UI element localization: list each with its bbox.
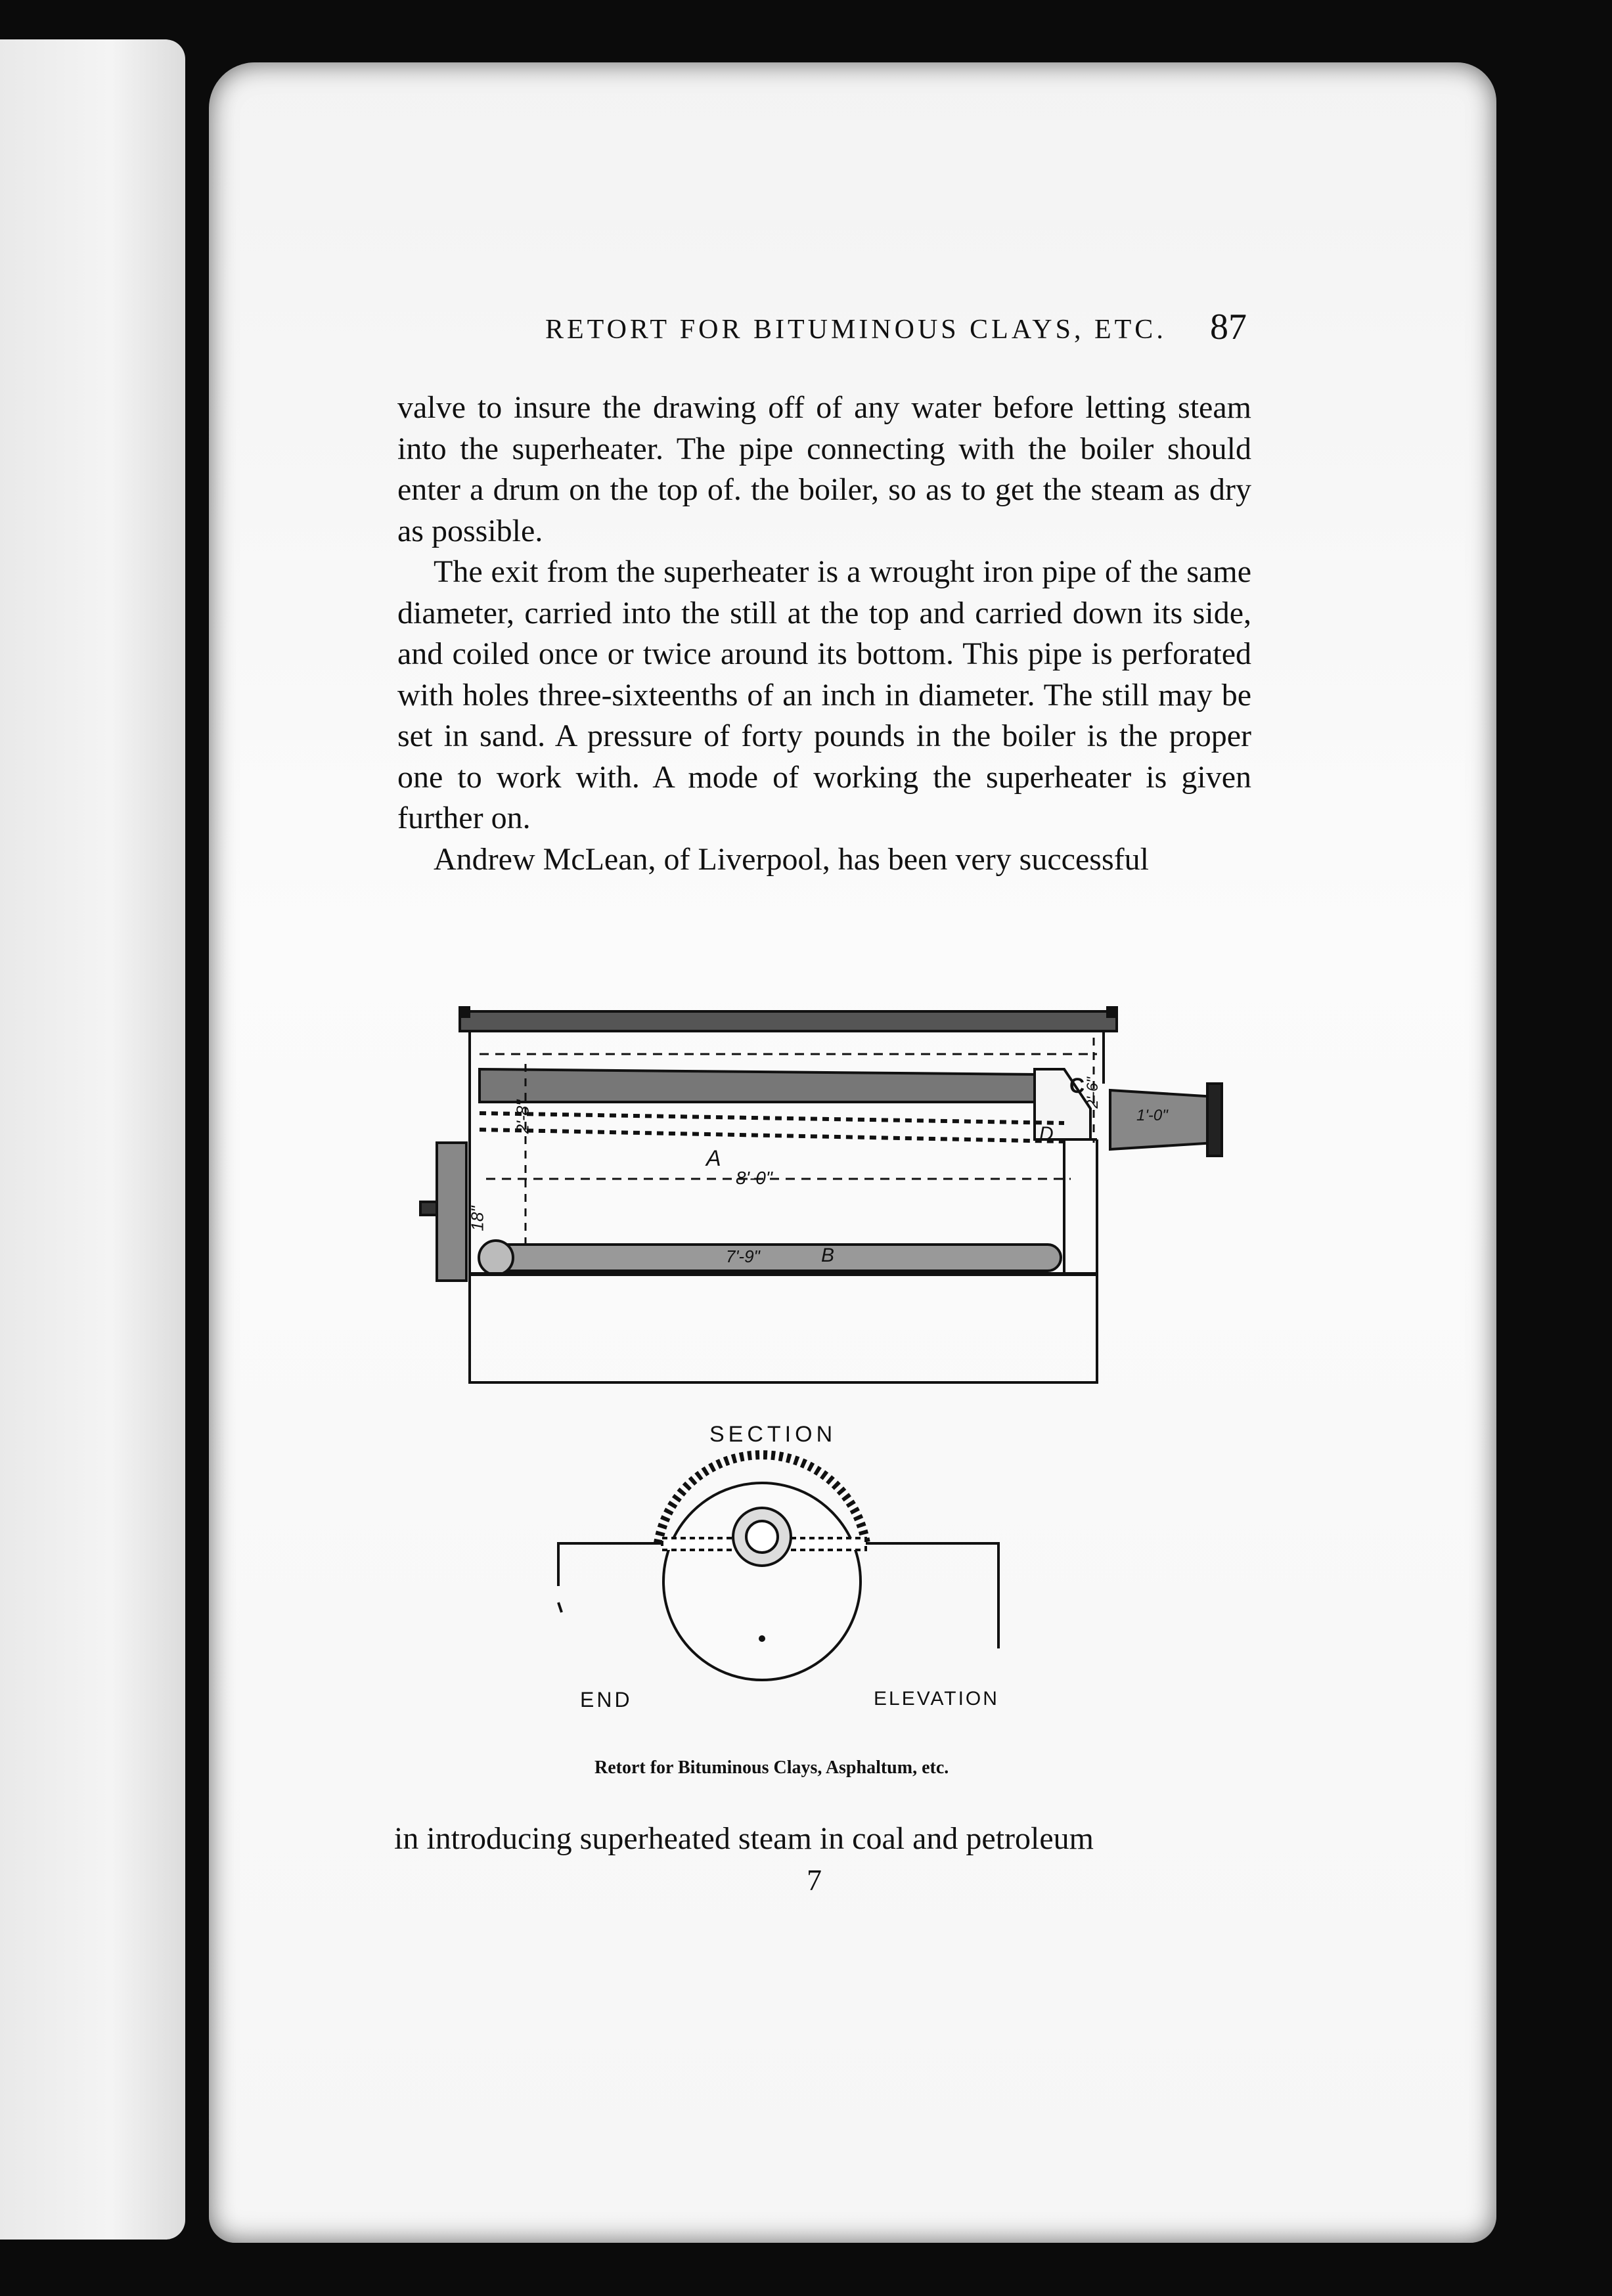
body-text [397, 387, 1251, 880]
label-b: B [821, 1245, 835, 1266]
label-dim-length: 8'-0" [736, 1168, 772, 1188]
label-dim-nozzle: 1'-0" [1136, 1107, 1168, 1124]
furnace-setting [470, 1274, 1097, 1382]
label-d: D [1039, 1123, 1054, 1145]
paragraph-1: valve to insure the drawing off of any water before letting steam into the superheater. The pipe connecting with the boiler should enter a drum on the top of. the boiler, so as to get the steam as dry as possible. [397, 390, 1251, 548]
label-a: A [706, 1146, 721, 1171]
label-end: END [580, 1688, 633, 1711]
paragraph-2: The exit from the superheater is a wrought iron pipe of the same diameter, carried into the still at the top and carried down its side, and coiled once or twice around its bottom. This pipe is perforated with holes three-sixteenths of an inch in diameter. The still may be set in sand. A pressure of forty pounds in the boiler is the proper one to work with. A mode of working the superheater is given further on. [397, 554, 1251, 835]
retort-top-shell [460, 1011, 1117, 1031]
retort-drawing [407, 992, 1248, 1754]
figure-caption: Retort for Bituminous Clays, Asphaltum, etc. [594, 1757, 949, 1778]
label-section: SECTION [709, 1422, 837, 1447]
continuation-line: in introducing superheated steam in coal and petroleum [394, 1821, 1094, 1856]
running-head: RETORT FOR BITUMINOUS CLAYS, ETC. [545, 315, 1167, 345]
label-dim-height: 2'-8" [512, 1099, 533, 1134]
label-dim-right: 2'-6" [1083, 1077, 1102, 1109]
upper-pipe [480, 1069, 1038, 1102]
page-number: 87 [1210, 307, 1247, 347]
label-dim-pipe: 7'-9" [726, 1247, 760, 1266]
label-dim-left: 18" [467, 1206, 487, 1231]
retort-door [437, 1143, 466, 1281]
label-elevation: ELEVATION [874, 1688, 999, 1710]
paragraph-3: Andrew McLean, of Liverpool, has been very successful [434, 841, 1149, 877]
signature-mark: 7 [807, 1863, 822, 1897]
facing-page-edge [0, 39, 185, 2240]
label-c: C [1069, 1074, 1085, 1097]
retort-figure [407, 992, 1248, 1754]
steam-pipe-b [483, 1245, 1061, 1271]
